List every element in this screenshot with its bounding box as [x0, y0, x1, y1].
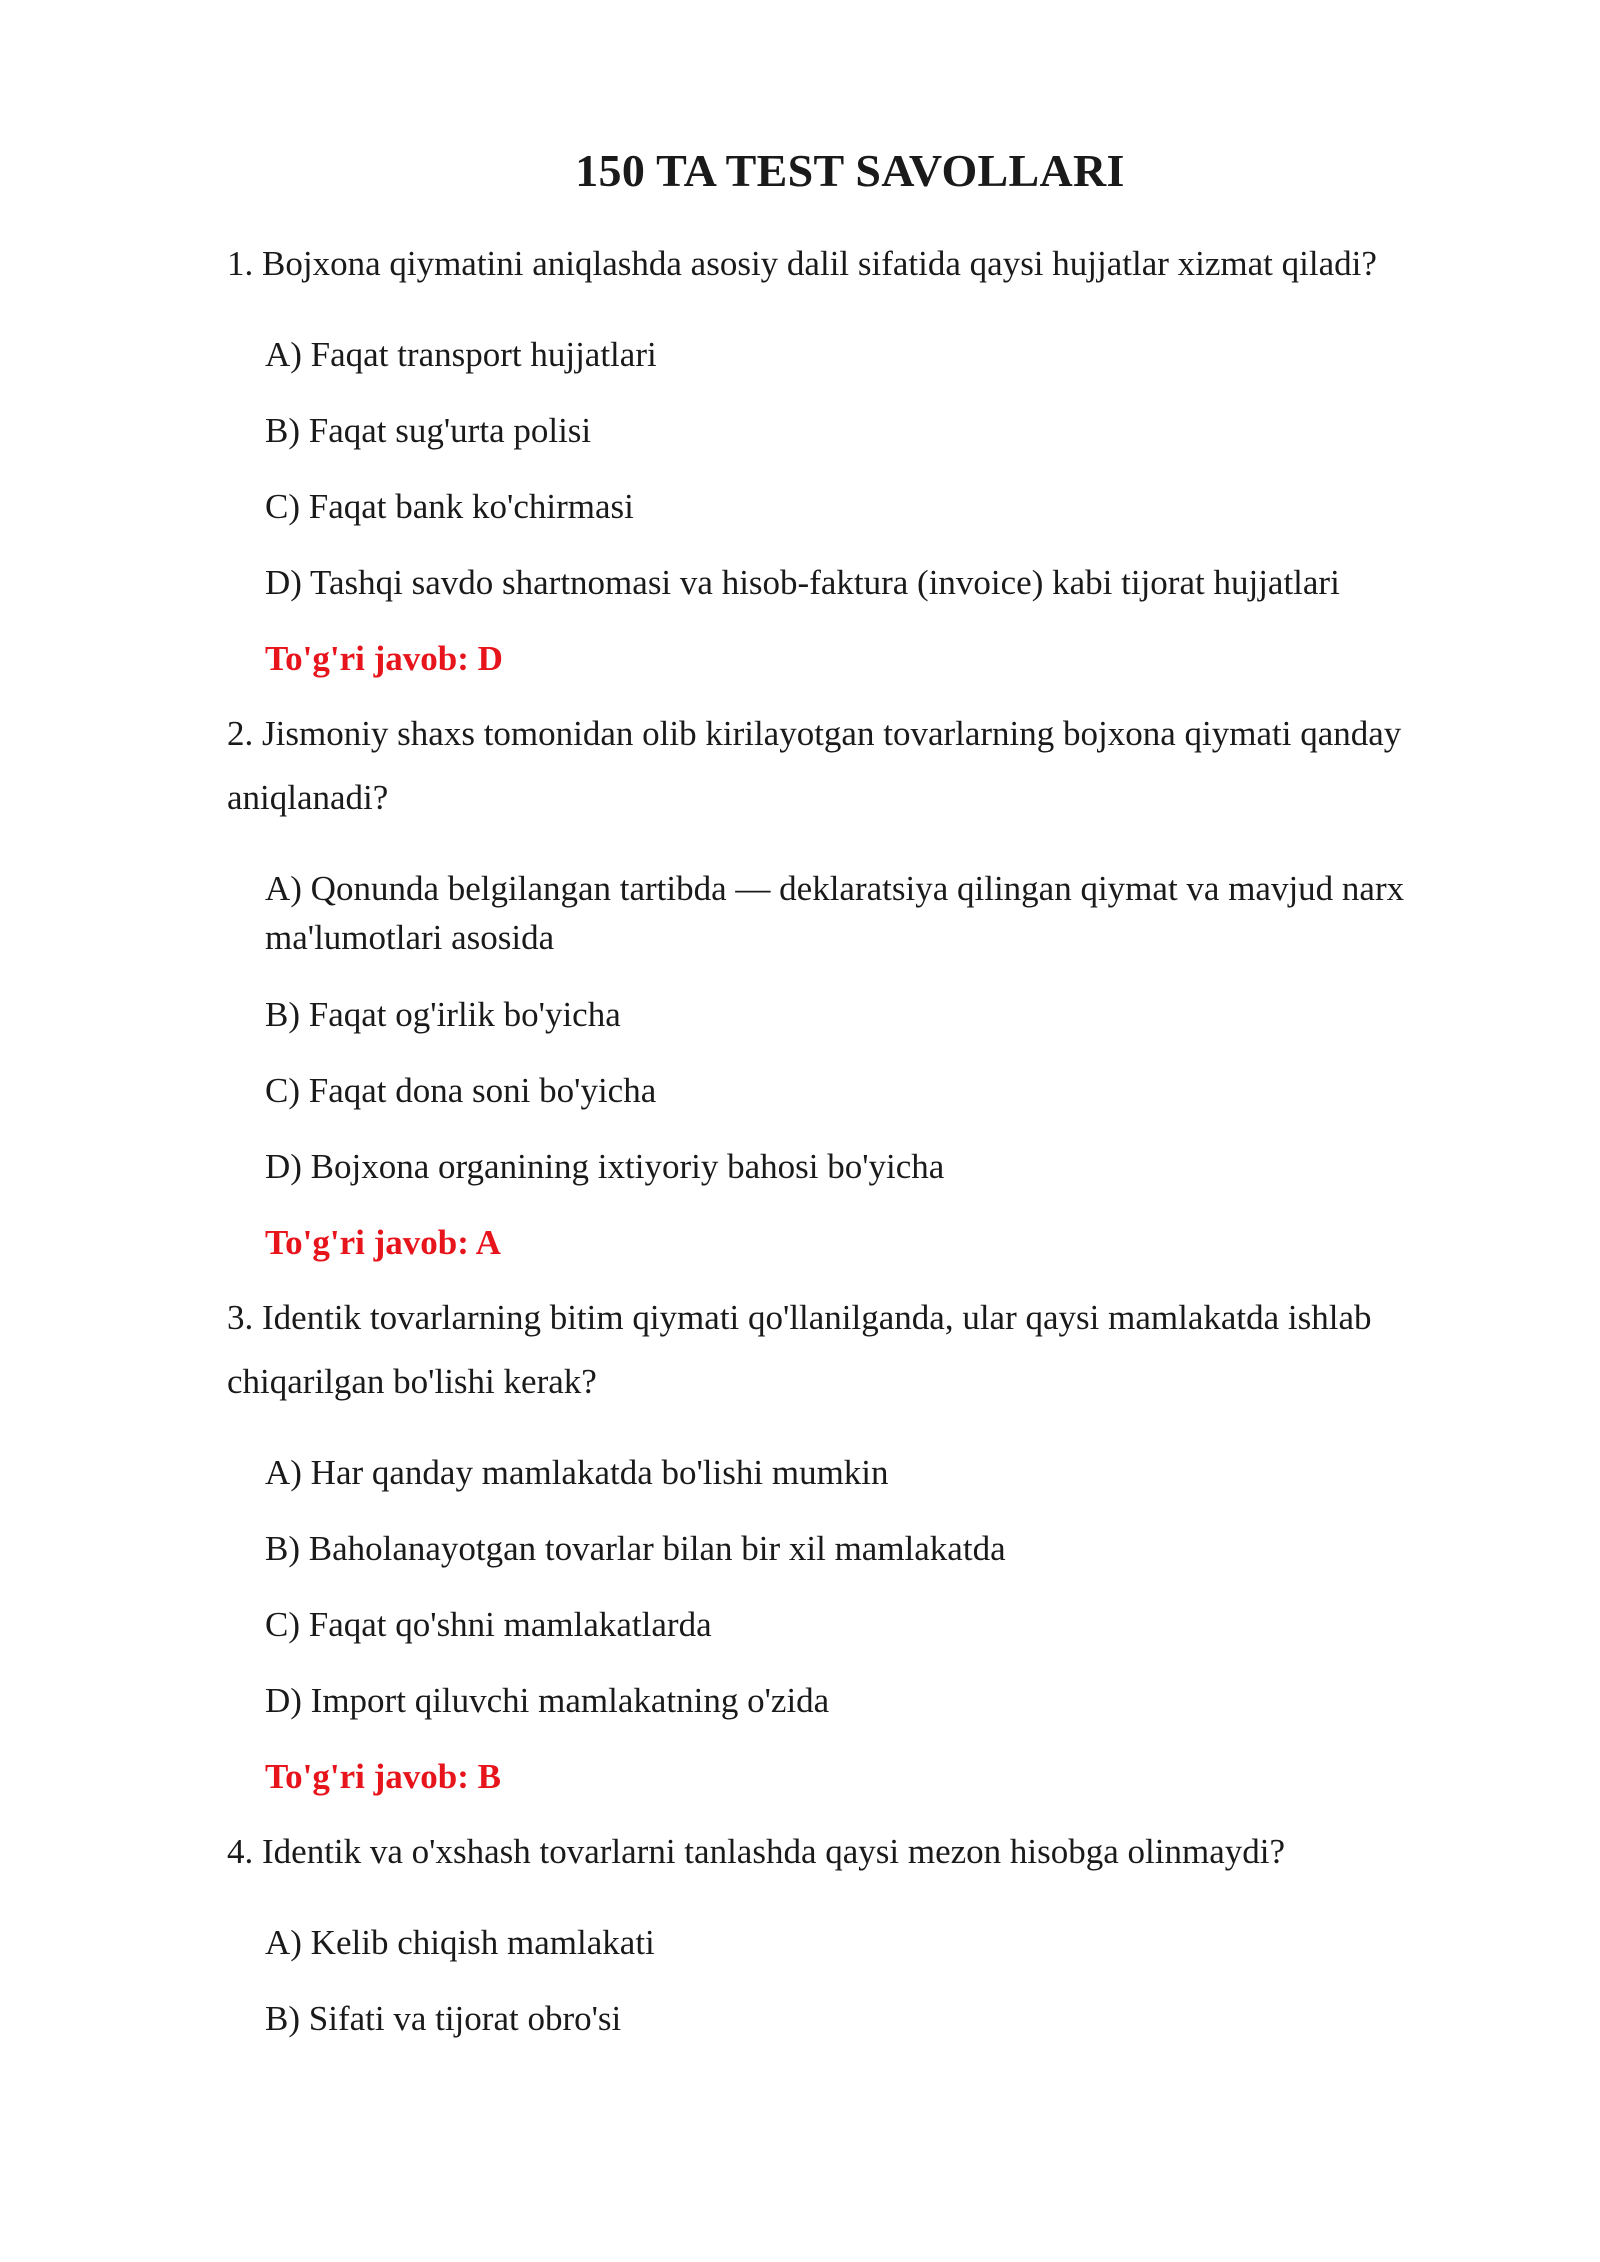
answer-option: A) Faqat transport hujjatlari — [265, 335, 657, 374]
answer-option: B) Baholanayotgan tovarlar bilan bir xil mamlakatda — [265, 1529, 1006, 1568]
question-text: 4. Identik va o'xshash tovarlarni tanlashda qaysi mezon hisobga olinmaydi? — [227, 1832, 1285, 1871]
answer-option: A) Qonunda belgilangan tartibda — deklaratsiya qilingan qiymat va mavjud narx ma'lumotlari asosida — [265, 869, 1405, 957]
answer-option: C) Faqat qo'shni mamlakatlarda — [265, 1605, 712, 1644]
answer-option: B) Faqat og'irlik bo'yicha — [265, 995, 621, 1034]
answer-option: C) Faqat dona soni bo'yicha — [265, 1071, 657, 1110]
answer-option: D) Import qiluvchi mamlakatning o'zida — [265, 1681, 830, 1720]
question-text: 2. Jismoniy shaxs tomonidan olib kirilayotgan tovarlarning bojxona qiymati qanday aniqlanadi? — [227, 714, 1402, 817]
answer-option: B) Faqat sug'urta polisi — [265, 411, 592, 450]
question-text: 3. Identik tovarlarning bitim qiymati qo'llanilganda, ular qaysi mamlakatda ishlab chiqarilgan bo'lishi kerak? — [227, 1298, 1372, 1401]
answer-option: D) Tashqi savdo shartnomasi va hisob-faktura (invoice) kabi tijorat hujjatlari — [265, 563, 1340, 602]
answer-option: D) Bojxona organining ixtiyoriy bahosi bo'yicha — [265, 1147, 945, 1186]
question-text: 1. Bojxona qiymatini aniqlashda asosiy dalil sifatida qaysi hujjatlar xizmat qiladi? — [227, 244, 1377, 283]
correct-answer: To'g'ri javob: D — [265, 639, 503, 678]
document-title: 150 TA TEST SAVOLLARI — [575, 145, 1125, 196]
correct-answer: To'g'ri javob: B — [265, 1757, 501, 1796]
answer-option: B) Sifati va tijorat obro'si — [265, 1999, 622, 2038]
answer-option: C) Faqat bank ko'chirmasi — [265, 487, 634, 526]
answer-option: A) Har qanday mamlakatda bo'lishi mumkin — [265, 1453, 889, 1492]
answer-option: A) Kelib chiqish mamlakati — [265, 1923, 655, 1962]
correct-answer: To'g'ri javob: A — [265, 1223, 501, 1262]
